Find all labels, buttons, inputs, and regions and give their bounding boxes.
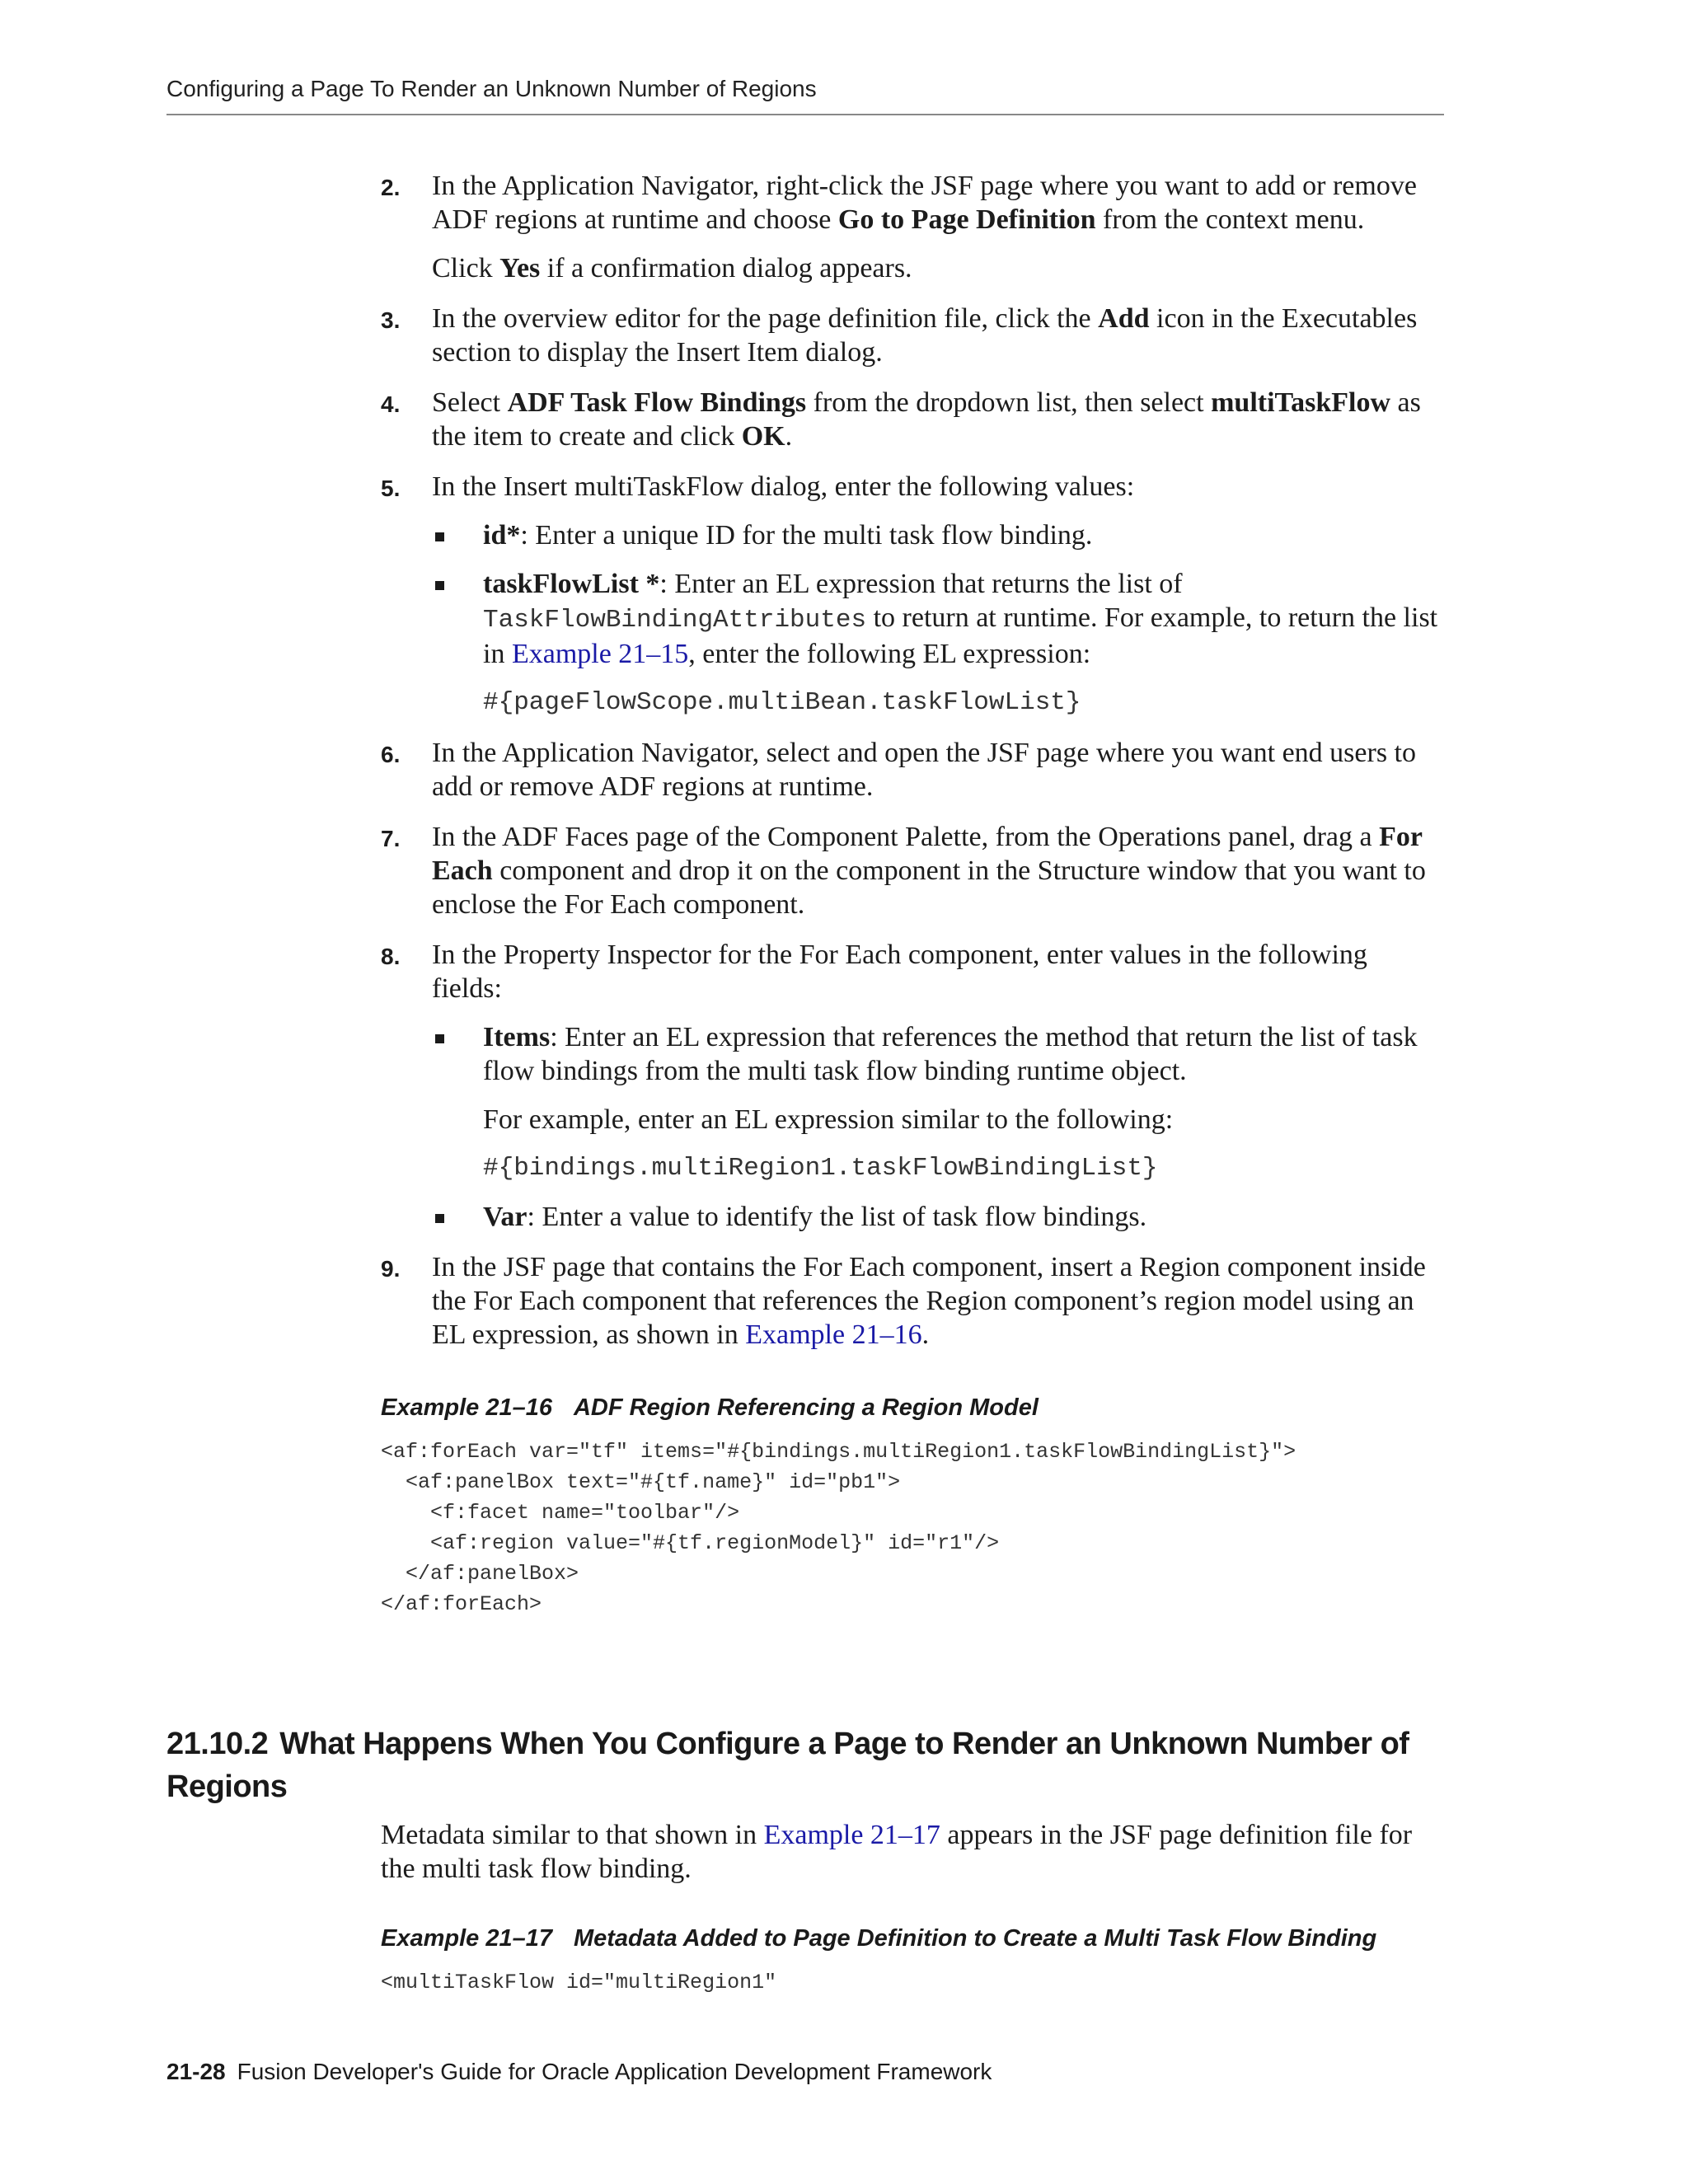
step-number: 3. (381, 307, 401, 333)
code-block: <multiTaskFlow id="multiRegion1" (381, 1971, 777, 1994)
list-item: taskFlowList *: Enter an EL expression that returns the list of TaskFlowBindingAttributes to return at runtime. For example, to return the list in Example 21–15, enter the following EL expression: #{pageFlowScope.multiBean.taskFlowList} (432, 567, 1444, 719)
step-note: Click Yes if a confirmation dialog appears. (432, 253, 912, 284)
step-text: In the Application Navigator, select and open the JSF page where you want end users to add or remove ADF regions at runtime. (432, 738, 1417, 802)
section-body (381, 1818, 1444, 1998)
example-link[interactable]: Example 21–16 (745, 1319, 922, 1350)
step-text: In the ADF Faces page of the Component Palette, from the Operations panel, drag a For Each component and drop it on the component in the Structure window that you want to enclose the For Each component. (432, 822, 1426, 920)
step-text: Select ADF Task Flow Bindings from the dropdown list, then select multiTaskFlow as the item to create and click OK. (432, 387, 1421, 452)
list-item: Items: Enter an EL expression that references the method that return the list of task flow bindings from the multi task flow binding runtime object. For example, enter an EL expression similar to the following: #{bindings.multiRegion1.taskFlowBindingList} (432, 1020, 1444, 1185)
bullet-icon (435, 1034, 444, 1043)
book-title: Fusion Developer's Guide for Oracle Application Development Framework (237, 2059, 992, 2084)
example-link[interactable]: Example 21–15 (511, 639, 689, 669)
list-item: id*: Enter a unique ID for the multi task flow binding. (432, 518, 1444, 552)
example-21-16 (381, 1391, 1444, 1619)
inline-code: TaskFlowBindingAttributes (483, 606, 867, 635)
page-number: 21-28 (166, 2059, 226, 2084)
example-link[interactable]: Example 21–17 (763, 1820, 940, 1850)
step-number: 5. (381, 476, 401, 501)
running-header: Configuring a Page To Render an Unknown Number of Regions (166, 76, 1444, 115)
step-text: In the Property Inspector for the For Each component, enter values in the following fields: (432, 940, 1367, 1004)
el-expression: #{pageFlowScope.multiBean.taskFlowList} (483, 688, 1081, 717)
section-heading: 21.10.2 What Happens When You Configure a Page to Render an Unknown Number of Regions (166, 1727, 1409, 1804)
example-title: Example 21–16 ADF Region Referencing a Region Model (381, 1394, 1039, 1421)
step-number: 8. (381, 944, 401, 969)
step-number: 2. (381, 175, 401, 200)
step-number: 6. (381, 742, 401, 767)
step-7 (381, 820, 1444, 921)
bullet-icon (435, 1214, 444, 1223)
step-number: 4. (381, 391, 401, 417)
step-8 (381, 938, 1444, 1234)
bullet-list (432, 518, 1444, 719)
step-number: 9. (381, 1256, 401, 1282)
step-number: 7. (381, 826, 401, 851)
step-9 (381, 1250, 1444, 1352)
example-title: Example 21–17 Metadata Added to Page Definition to Create a Multi Task Flow Binding (381, 1925, 1377, 1952)
code-block: <af:forEach var="tf" items="#{bindings.multiRegion1.taskFlowBindingList}"> <af:panelBox text="#{tf.name}" id="pb1"> <f:facet name="toolbar"/> <af:region value="#{tf.regionModel}" id="r1"/> </af:panelBox> </af:forEach> (381, 1440, 1296, 1616)
step-text: In the Application Navigator, right-click the JSF page where you want to add or remove ADF regions at runtime and choose Go to Page Definition from the context menu. (432, 171, 1417, 235)
step-3 (381, 302, 1444, 369)
step-4 (381, 386, 1444, 453)
step-2 (381, 169, 1444, 285)
page-footer (166, 2059, 992, 2085)
list-item: Var: Enter a value to identify the list of task flow bindings. (432, 1200, 1444, 1234)
section-paragraph: Metadata similar to that shown in Example 21–17 appears in the JSF page definition file for the multi task flow binding. (381, 1820, 1413, 1884)
step-text: In the JSF page that contains the For Each component, insert a Region component inside the For Each component that references the Region component’s region model using an EL expression, as shown in Example 21–16. (432, 1252, 1426, 1350)
step-text: In the Insert multiTaskFlow dialog, enter the following values: (432, 471, 1135, 502)
step-text: In the overview editor for the page definition file, click the Add icon in the Executables section to display the Insert Item dialog. (432, 303, 1418, 368)
bullet-icon (435, 581, 444, 590)
step-6 (381, 736, 1444, 804)
example-21-17 (381, 1922, 1444, 1998)
el-expression: #{bindings.multiRegion1.taskFlowBindingList} (483, 1154, 1158, 1183)
bullet-icon (435, 532, 444, 541)
step-5 (381, 470, 1444, 719)
procedure-content (381, 169, 1444, 1619)
bullet-list (432, 1020, 1444, 1234)
